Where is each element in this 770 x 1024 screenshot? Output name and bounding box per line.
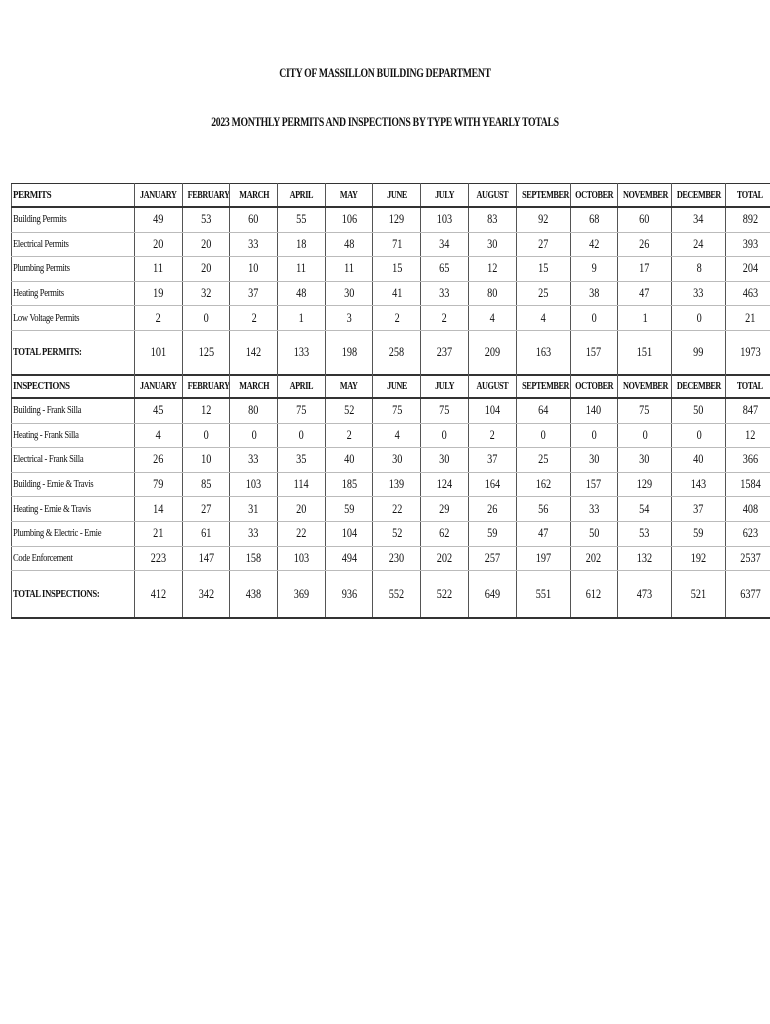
table-cell: 0 [421, 423, 469, 448]
table-cell: 53 [618, 521, 672, 546]
table-cell: 157 [570, 472, 618, 497]
table-cell: 20 [182, 257, 230, 282]
table-cell: 140 [570, 398, 618, 423]
table-cell: 48 [278, 281, 326, 306]
table-row [12, 207, 770, 232]
table-cell: 11 [135, 257, 183, 282]
column-header: FEBRUARY [182, 184, 230, 208]
inspections-table [11, 374, 770, 619]
table-cell: 38 [570, 281, 618, 306]
table-cell: 22 [278, 521, 326, 546]
table-cell: 59 [468, 521, 516, 546]
table-cell: 41 [373, 281, 421, 306]
column-header: AUGUST [468, 184, 516, 208]
column-header: OCTOBER [570, 184, 618, 208]
table-cell: 463 [726, 281, 770, 306]
table-cell: 68 [570, 207, 618, 232]
table-cell: 20 [135, 232, 183, 257]
table-cell: 12 [726, 423, 770, 448]
table-cell: 103 [278, 546, 326, 571]
table-cell: 33 [230, 232, 278, 257]
table-cell: 79 [135, 472, 183, 497]
table-cell: 197 [516, 546, 570, 571]
table-cell: 12 [182, 398, 230, 423]
table-row [12, 497, 770, 522]
column-header: NOVEMBER [618, 184, 672, 208]
inspections-header-row [12, 375, 770, 399]
table-cell: 50 [672, 398, 726, 423]
row-label: Electrical Permits [12, 232, 135, 257]
inspections-table-section [11, 374, 764, 619]
table-cell: 60 [618, 207, 672, 232]
table-cell: 257 [468, 546, 516, 571]
table-cell: 847 [726, 398, 770, 423]
table-cell: 21 [726, 306, 770, 331]
table-cell: 75 [421, 398, 469, 423]
table-cell: 30 [325, 281, 373, 306]
table-cell: 18 [278, 232, 326, 257]
total-cell: 649 [468, 571, 516, 619]
table-row [12, 306, 770, 331]
total-cell: 369 [278, 571, 326, 619]
total-cell: 412 [135, 571, 183, 619]
table-cell: 2 [373, 306, 421, 331]
column-header: MAY [325, 375, 373, 399]
table-cell: 14 [135, 497, 183, 522]
table-cell: 164 [468, 472, 516, 497]
table-row [12, 232, 770, 257]
table-cell: 192 [672, 546, 726, 571]
permits-table-section [11, 183, 764, 376]
table-cell: 33 [421, 281, 469, 306]
table-cell: 11 [278, 257, 326, 282]
column-header: JULY [421, 375, 469, 399]
table-cell: 56 [516, 497, 570, 522]
row-label: Heating - Ernie & Travis [12, 497, 135, 522]
page-subtitle: 2023 MONTHLY PERMITS AND INSPECTIONS BY TYPE WITH YEARLY TOTALS [211, 115, 559, 129]
total-cell: 521 [672, 571, 726, 619]
column-header: NOVEMBER [618, 375, 672, 399]
permits-header-row [12, 184, 770, 208]
table-cell: 26 [135, 448, 183, 473]
table-cell: 892 [726, 207, 770, 232]
inspections-total-row [12, 571, 770, 619]
total-cell: 163 [516, 330, 570, 375]
table-cell: 30 [468, 232, 516, 257]
table-cell: 104 [468, 398, 516, 423]
permits-section-header: PERMITS [12, 184, 135, 208]
table-cell: 408 [726, 497, 770, 522]
total-cell: 342 [182, 571, 230, 619]
row-label: Building Permits [12, 207, 135, 232]
table-row [12, 521, 770, 546]
table-cell: 30 [421, 448, 469, 473]
total-cell: 936 [325, 571, 373, 619]
table-cell: 64 [516, 398, 570, 423]
table-cell: 1 [618, 306, 672, 331]
table-cell: 15 [516, 257, 570, 282]
table-cell: 0 [672, 306, 726, 331]
column-header: JUNE [373, 184, 421, 208]
table-cell: 132 [618, 546, 672, 571]
table-cell: 1584 [726, 472, 770, 497]
column-header: DECEMBER [672, 184, 726, 208]
table-cell: 80 [230, 398, 278, 423]
table-cell: 34 [421, 232, 469, 257]
table-cell: 0 [516, 423, 570, 448]
total-cell: 258 [373, 330, 421, 375]
table-cell: 4 [373, 423, 421, 448]
column-header: DECEMBER [672, 375, 726, 399]
total-cell: 612 [570, 571, 618, 619]
table-cell: 37 [672, 497, 726, 522]
table-cell: 129 [618, 472, 672, 497]
table-cell: 37 [230, 281, 278, 306]
table-cell: 1 [278, 306, 326, 331]
table-cell: 139 [373, 472, 421, 497]
table-cell: 30 [373, 448, 421, 473]
table-cell: 15 [373, 257, 421, 282]
table-cell: 20 [182, 232, 230, 257]
table-cell: 75 [373, 398, 421, 423]
table-cell: 393 [726, 232, 770, 257]
page-title: CITY OF MASSILLON BUILDING DEPARTMENT [279, 66, 491, 80]
table-cell: 17 [618, 257, 672, 282]
table-cell: 32 [182, 281, 230, 306]
table-cell: 106 [325, 207, 373, 232]
column-header: MARCH [230, 375, 278, 399]
table-cell: 230 [373, 546, 421, 571]
table-cell: 40 [672, 448, 726, 473]
table-cell: 40 [325, 448, 373, 473]
table-cell: 0 [278, 423, 326, 448]
table-cell: 129 [373, 207, 421, 232]
table-cell: 10 [230, 257, 278, 282]
table-cell: 29 [421, 497, 469, 522]
table-cell: 103 [421, 207, 469, 232]
table-cell: 45 [135, 398, 183, 423]
total-cell: 438 [230, 571, 278, 619]
total-cell: 198 [325, 330, 373, 375]
table-cell: 114 [278, 472, 326, 497]
table-cell: 366 [726, 448, 770, 473]
table-cell: 62 [421, 521, 469, 546]
table-cell: 42 [570, 232, 618, 257]
table-cell: 75 [618, 398, 672, 423]
total-cell: 522 [421, 571, 469, 619]
table-cell: 50 [570, 521, 618, 546]
total-cell: 473 [618, 571, 672, 619]
table-row [12, 472, 770, 497]
table-cell: 143 [672, 472, 726, 497]
table-cell: 27 [516, 232, 570, 257]
table-cell: 9 [570, 257, 618, 282]
total-cell: 551 [516, 571, 570, 619]
table-cell: 71 [373, 232, 421, 257]
column-header: JANUARY [135, 184, 183, 208]
total-cell: 142 [230, 330, 278, 375]
column-header: JULY [421, 184, 469, 208]
row-label: Plumbing Permits [12, 257, 135, 282]
column-header: FEBRUARY [182, 375, 230, 399]
total-cell: 157 [570, 330, 618, 375]
table-cell: 48 [325, 232, 373, 257]
table-cell: 26 [618, 232, 672, 257]
table-cell: 37 [468, 448, 516, 473]
table-cell: 33 [672, 281, 726, 306]
total-cell: 209 [468, 330, 516, 375]
table-cell: 47 [516, 521, 570, 546]
table-cell: 623 [726, 521, 770, 546]
table-cell: 92 [516, 207, 570, 232]
table-cell: 61 [182, 521, 230, 546]
table-cell: 26 [468, 497, 516, 522]
table-cell: 59 [672, 521, 726, 546]
table-cell: 83 [468, 207, 516, 232]
row-label: Building - Frank Silla [12, 398, 135, 423]
inspections-section-header: INSPECTIONS [12, 375, 135, 399]
table-cell: 30 [618, 448, 672, 473]
column-header: APRIL [278, 184, 326, 208]
table-cell: 54 [618, 497, 672, 522]
total-cell: 552 [373, 571, 421, 619]
table-cell: 65 [421, 257, 469, 282]
table-cell: 47 [618, 281, 672, 306]
table-cell: 162 [516, 472, 570, 497]
table-cell: 204 [726, 257, 770, 282]
table-cell: 158 [230, 546, 278, 571]
table-row [12, 546, 770, 571]
table-cell: 4 [135, 423, 183, 448]
table-cell: 0 [570, 306, 618, 331]
table-cell: 8 [672, 257, 726, 282]
table-cell: 20 [278, 497, 326, 522]
column-header: JUNE [373, 375, 421, 399]
table-cell: 80 [468, 281, 516, 306]
table-cell: 2537 [726, 546, 770, 571]
permits-table [11, 183, 770, 376]
row-label: Electrical - Frank Silla [12, 448, 135, 473]
table-cell: 33 [230, 448, 278, 473]
permits-total-row [12, 330, 770, 375]
table-cell: 21 [135, 521, 183, 546]
table-cell: 202 [570, 546, 618, 571]
table-row [12, 281, 770, 306]
table-cell: 11 [325, 257, 373, 282]
row-label: Plumbing & Electric - Ernie [12, 521, 135, 546]
table-cell: 3 [325, 306, 373, 331]
table-cell: 12 [468, 257, 516, 282]
column-header: AUGUST [468, 375, 516, 399]
column-header: MAY [325, 184, 373, 208]
table-cell: 55 [278, 207, 326, 232]
column-header: TOTAL [726, 375, 770, 399]
table-cell: 4 [468, 306, 516, 331]
row-label: Code Enforcement [12, 546, 135, 571]
table-cell: 19 [135, 281, 183, 306]
total-cell: 125 [182, 330, 230, 375]
total-cell: 237 [421, 330, 469, 375]
table-cell: 35 [278, 448, 326, 473]
table-cell: 2 [230, 306, 278, 331]
table-cell: 31 [230, 497, 278, 522]
table-cell: 10 [182, 448, 230, 473]
table-row [12, 398, 770, 423]
table-cell: 202 [421, 546, 469, 571]
table-row [12, 448, 770, 473]
column-header: APRIL [278, 375, 326, 399]
table-cell: 2 [325, 423, 373, 448]
column-header: JANUARY [135, 375, 183, 399]
table-cell: 22 [373, 497, 421, 522]
table-cell: 0 [230, 423, 278, 448]
table-cell: 185 [325, 472, 373, 497]
table-cell: 25 [516, 281, 570, 306]
table-cell: 2 [468, 423, 516, 448]
row-label: Low Voltage Permits [12, 306, 135, 331]
table-cell: 0 [570, 423, 618, 448]
column-header: OCTOBER [570, 375, 618, 399]
total-cell: 1973 [726, 330, 770, 375]
table-cell: 25 [516, 448, 570, 473]
table-cell: 147 [182, 546, 230, 571]
table-cell: 223 [135, 546, 183, 571]
table-cell: 75 [278, 398, 326, 423]
table-cell: 2 [135, 306, 183, 331]
table-cell: 52 [373, 521, 421, 546]
table-row [12, 423, 770, 448]
column-header: MARCH [230, 184, 278, 208]
table-cell: 494 [325, 546, 373, 571]
total-cell: 151 [618, 330, 672, 375]
table-cell: 103 [230, 472, 278, 497]
table-cell: 85 [182, 472, 230, 497]
table-row [12, 257, 770, 282]
table-cell: 0 [672, 423, 726, 448]
table-cell: 34 [672, 207, 726, 232]
table-cell: 33 [230, 521, 278, 546]
table-cell: 0 [182, 306, 230, 331]
table-cell: 49 [135, 207, 183, 232]
row-label: Heating - Frank Silla [12, 423, 135, 448]
table-cell: 33 [570, 497, 618, 522]
table-cell: 27 [182, 497, 230, 522]
total-cell: 101 [135, 330, 183, 375]
table-cell: 60 [230, 207, 278, 232]
table-cell: 0 [618, 423, 672, 448]
table-cell: 4 [516, 306, 570, 331]
table-cell: 52 [325, 398, 373, 423]
total-label: TOTAL PERMITS: [12, 330, 135, 375]
table-cell: 0 [182, 423, 230, 448]
table-cell: 59 [325, 497, 373, 522]
row-label: Building - Ernie & Travis [12, 472, 135, 497]
total-cell: 99 [672, 330, 726, 375]
total-label: TOTAL INSPECTIONS: [12, 571, 135, 619]
total-cell: 6377 [726, 571, 770, 619]
column-header: TOTAL [726, 184, 770, 208]
table-cell: 124 [421, 472, 469, 497]
row-label: Heating Permits [12, 281, 135, 306]
table-cell: 53 [182, 207, 230, 232]
table-cell: 104 [325, 521, 373, 546]
total-cell: 133 [278, 330, 326, 375]
table-cell: 24 [672, 232, 726, 257]
table-cell: 30 [570, 448, 618, 473]
column-header: SEPTEMBER [516, 184, 570, 208]
table-cell: 2 [421, 306, 469, 331]
column-header: SEPTEMBER [516, 375, 570, 399]
